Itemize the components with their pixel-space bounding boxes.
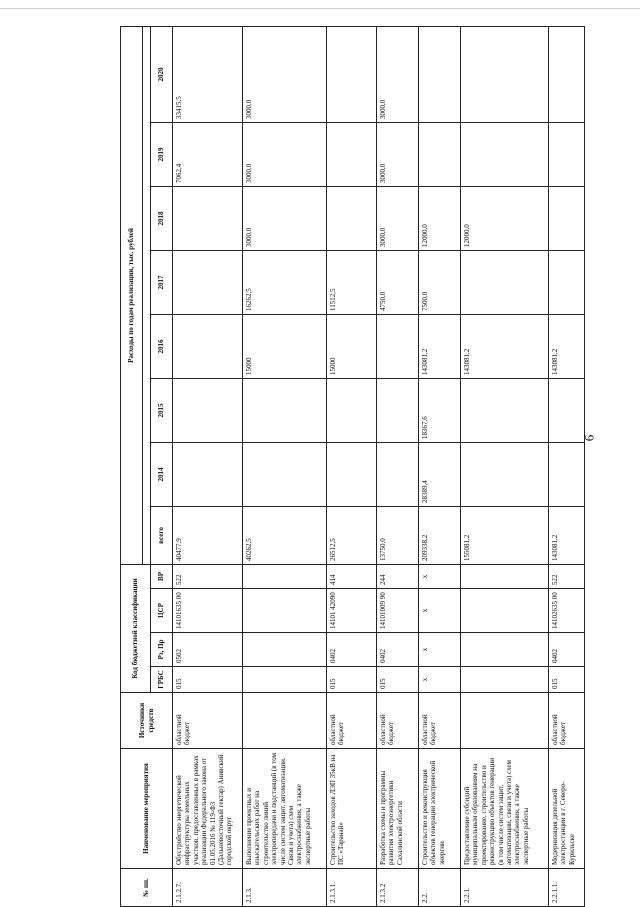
row-2014 <box>549 442 585 506</box>
row-2014 <box>243 442 327 506</box>
row-num: 2.1.3. <box>243 869 327 907</box>
row-2014 <box>377 442 419 506</box>
row-source: областной бюджет <box>327 693 377 749</box>
row-grbs <box>461 667 549 693</box>
header-name: Наименование мероприятия <box>121 749 173 869</box>
row-csr: 14101635 00 <box>173 589 243 633</box>
row-csr: 14101009 90 <box>377 589 419 633</box>
row-2019: 3000,0 <box>243 122 327 186</box>
row-2015 <box>327 378 377 442</box>
row-csr: 14101 42090 <box>327 589 377 633</box>
header-csr: ЦСР <box>151 589 173 633</box>
row-num: 2.1.2.7. <box>173 869 243 907</box>
row-csr <box>461 589 549 633</box>
row-2019 <box>461 122 549 186</box>
row-total: 40262,5 <box>243 506 327 564</box>
table-row <box>549 26 585 906</box>
row-num: 2.2. <box>419 869 461 907</box>
header-expenses: Расходы по годам реализации, тыс. рублей <box>121 26 143 564</box>
row-vr <box>243 564 327 588</box>
header-vr: ВР <box>151 564 173 588</box>
header-2015: 2015 <box>151 378 173 442</box>
row-2017: 4750,0 <box>377 250 419 314</box>
rotated-sheet <box>120 27 605 907</box>
row-rzpr: х <box>419 633 461 667</box>
row-source <box>461 693 549 749</box>
row-2020: 3000,0 <box>243 26 327 122</box>
row-2014 <box>327 442 377 506</box>
row-csr <box>243 589 327 633</box>
row-name: Модернизация дизельной электростанции в г. Северо-Курильске <box>549 749 585 869</box>
row-total: 143081,2 <box>549 506 585 564</box>
row-grbs <box>243 667 327 693</box>
header-2014: 2014 <box>151 442 173 506</box>
row-vr: 244 <box>377 564 419 588</box>
header-sources: Источники средств <box>121 693 173 749</box>
row-num: 2.2.1. <box>461 869 549 907</box>
row-2018 <box>327 186 377 250</box>
row-source: областной бюджет <box>173 693 243 749</box>
row-2014: 28389,4 <box>419 442 461 506</box>
row-name: Обустройство энергетической инфраструктуры земельных участков, предоставленных в рамках реализации Федерального закона от 01.05.2016 № 119-ФЗ (Дальневосточный гектар) Анивский городской округ <box>173 749 243 869</box>
row-name: Выполнение проектных и изыскательских работ на строительство линий электропередачи и подстанций (в том числе систем защит, автоматизации. Связи и учета) схем электроснабжения, а также экспертные работы <box>243 749 327 869</box>
row-2018: 12000,0 <box>419 186 461 250</box>
row-2015: 18367,6 <box>419 378 461 442</box>
row-2017: 11512,5 <box>327 250 377 314</box>
row-2020 <box>549 26 585 122</box>
row-grbs: 015 <box>327 667 377 693</box>
row-vr: 522 <box>173 564 243 588</box>
row-2017 <box>549 250 585 314</box>
row-2018: 3000,0 <box>377 186 419 250</box>
row-2018 <box>173 186 243 250</box>
row-grbs: 015 <box>377 667 419 693</box>
row-2014 <box>173 442 243 506</box>
header-rzpr: Рз, Пр <box>151 633 173 667</box>
row-2018: 3000,0 <box>243 186 327 250</box>
row-name: Предоставление субсидий муниципальным образованиям на проектирование, строительство и реконструкцию объектов генерации (в том числе систем защит, автоматизации, связи и учета) схем электроснабжения, а также экспертные работы <box>461 749 549 869</box>
row-grbs: 015 <box>173 667 243 693</box>
header-num: № пп. <box>121 869 173 907</box>
header-2019: 2019 <box>151 122 173 186</box>
row-2017: 7500,0 <box>419 250 461 314</box>
row-total: 155081,2 <box>461 506 549 564</box>
header-2020: 2020 <box>151 26 173 122</box>
row-source: областной бюджет <box>549 693 585 749</box>
header-2018: 2018 <box>151 186 173 250</box>
table-row <box>173 26 243 906</box>
row-rzpr: 0402 <box>549 633 585 667</box>
row-vr: х <box>419 564 461 588</box>
row-2020: 33415,5 <box>173 26 243 122</box>
row-2016 <box>173 314 243 378</box>
row-rzpr: 0402 <box>327 633 377 667</box>
header-2016: 2016 <box>151 314 173 378</box>
row-2016: 143081,2 <box>461 314 549 378</box>
row-2020 <box>419 26 461 122</box>
row-rzpr: 0502 <box>173 633 243 667</box>
table-row <box>461 26 549 906</box>
row-csr: х <box>419 589 461 633</box>
row-num: 2.1.3.1. <box>327 869 377 907</box>
row-2016: 15000 <box>243 314 327 378</box>
row-2015 <box>461 378 549 442</box>
row-2015 <box>243 378 327 442</box>
row-total: 13750,0 <box>377 506 419 564</box>
row-2020 <box>461 26 549 122</box>
header-spacer <box>143 26 151 564</box>
row-rzpr <box>461 633 549 667</box>
row-2020 <box>327 26 377 122</box>
row-2020: 3000,0 <box>377 26 419 122</box>
row-rzpr <box>243 633 327 667</box>
row-2017: 16262,5 <box>243 250 327 314</box>
row-2016: 143081,2 <box>419 314 461 378</box>
row-2014 <box>461 442 549 506</box>
row-name: Строительство заходов ЛЭП 35кВ на ПС «Таранай» <box>327 749 377 869</box>
row-source: областной бюджет <box>419 693 461 749</box>
row-2019 <box>549 122 585 186</box>
header-budget-code: Код бюджетной классификации <box>121 564 151 692</box>
row-2015 <box>173 378 243 442</box>
table-row <box>327 26 377 906</box>
row-2019: 7062,4 <box>173 122 243 186</box>
top-rule <box>0 8 640 9</box>
expenses-table <box>120 26 585 907</box>
row-2016: 143081,2 <box>549 314 585 378</box>
row-2019: 3000,0 <box>377 122 419 186</box>
row-2016: 15000 <box>327 314 377 378</box>
header-2017: 2017 <box>151 250 173 314</box>
row-source <box>243 693 327 749</box>
row-source: областной бюджет <box>377 693 419 749</box>
row-2016 <box>377 314 419 378</box>
row-2018: 12000,0 <box>461 186 549 250</box>
row-2015 <box>549 378 585 442</box>
row-2018 <box>549 186 585 250</box>
row-total: 209338,2 <box>419 506 461 564</box>
row-total: 26512,5 <box>327 506 377 564</box>
row-grbs: х <box>419 667 461 693</box>
row-2015 <box>377 378 419 442</box>
row-rzpr: 0402 <box>377 633 419 667</box>
row-2017 <box>461 250 549 314</box>
row-2017 <box>173 250 243 314</box>
table-row <box>419 26 461 906</box>
row-total: 40477,9 <box>173 506 243 564</box>
row-name: Разработка схемы и программы развития электроэнергетики Сахалинской области <box>377 749 419 869</box>
table-row <box>377 26 419 906</box>
page-number: 6 <box>581 434 597 442</box>
row-2019 <box>327 122 377 186</box>
row-2019 <box>419 122 461 186</box>
row-vr: 522 <box>549 564 585 588</box>
header-grbs: ГРБС <box>151 667 173 693</box>
row-name: Строительство и реконструкция объектов генерации электрической энергии <box>419 749 461 869</box>
header-total: всего <box>151 506 173 564</box>
table-row <box>243 26 327 906</box>
row-vr: 414 <box>327 564 377 588</box>
row-grbs: 015 <box>549 667 585 693</box>
row-num: 2.1.3.2 <box>377 869 419 907</box>
row-csr: 14102635 00 <box>549 589 585 633</box>
row-num: 2.2.1.1. <box>549 869 585 907</box>
row-vr <box>461 564 549 588</box>
